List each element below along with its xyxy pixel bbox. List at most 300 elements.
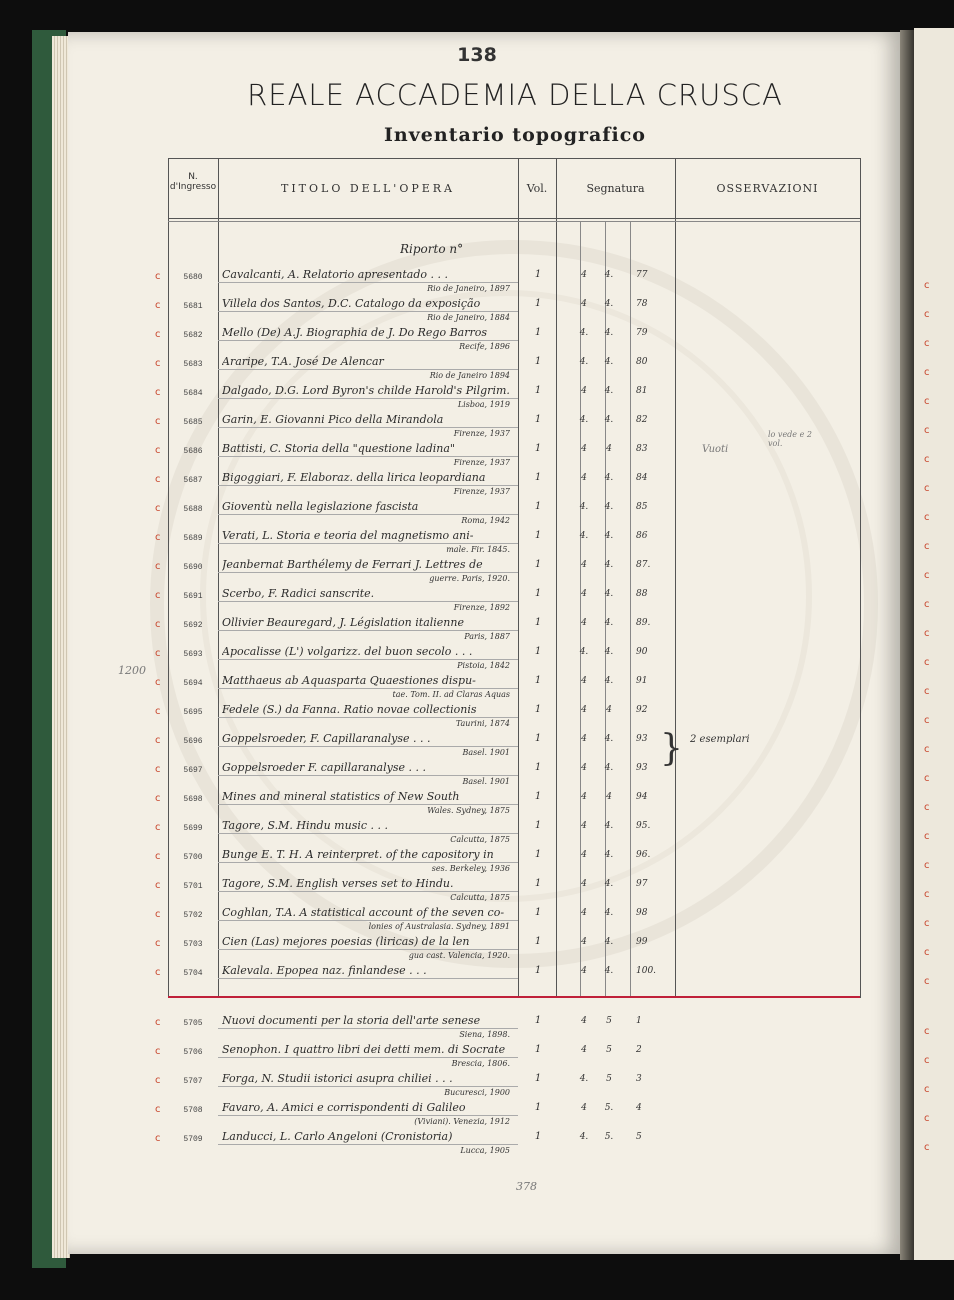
row-segnatura-3: 92 — [636, 705, 648, 715]
row-rule — [218, 746, 518, 747]
row-rule — [218, 862, 518, 863]
bottom-note-378: 378 — [516, 1180, 537, 1193]
row-number: 5691 — [183, 592, 203, 601]
row-segnatura-1: 4 — [581, 908, 587, 918]
col-divider-num — [218, 158, 219, 998]
check-tick-mark: c — [155, 416, 161, 427]
row-number: 5686 — [183, 447, 203, 456]
facing-page-tick-mark: c — [924, 802, 930, 813]
row-number: 5700 — [183, 853, 203, 862]
row-title: Scerbo, F. Radici sanscrite. — [222, 587, 375, 600]
row-segnatura-2: 4. — [604, 502, 614, 512]
row-title: Goppelsroeder F. capillaranalyse . . . — [222, 761, 426, 774]
row-segnatura-3: 83 — [636, 444, 648, 454]
facing-page-tick-mark: c — [924, 367, 930, 378]
facing-page-tick-mark: c — [924, 715, 930, 726]
row-rule — [218, 775, 518, 776]
facing-page-tick-mark: c — [924, 425, 930, 436]
row-segnatura-1: 4 — [581, 1045, 587, 1055]
obs-note-volumes: lo vede e 2 vol. — [768, 430, 812, 448]
row-rule — [218, 1144, 518, 1145]
row-title: Coghlan, T.A. A statistical account of the seven co- — [222, 906, 505, 919]
row-segnatura-2: 4. — [604, 908, 614, 918]
facing-page-tick-mark: c — [924, 280, 930, 291]
col-header-segnatura: Segnatura — [586, 182, 645, 195]
row-segnatura-3: 89. — [636, 618, 651, 628]
row-segnatura-2: 4 — [606, 705, 612, 715]
row-title: Tagore, S.M. Hindu music . . . — [222, 819, 388, 832]
row-number: 5684 — [183, 389, 203, 398]
row-segnatura-1: 4 — [581, 299, 587, 309]
row-rule — [218, 804, 518, 805]
facing-page-tick-mark: c — [924, 889, 930, 900]
row-segnatura-2: 4. — [604, 647, 614, 657]
facing-page-tick-mark: c — [924, 976, 930, 987]
check-tick-mark: c — [155, 1017, 161, 1028]
check-tick-mark: c — [155, 300, 161, 311]
row-rule — [218, 485, 518, 486]
row-number: 5683 — [183, 360, 203, 369]
obs-note-esemplari: 2 esemplari — [690, 734, 750, 745]
row-volume: 1 — [534, 617, 542, 628]
facing-page-tick-mark: c — [924, 918, 930, 929]
facing-page-tick-mark: c — [924, 860, 930, 871]
facing-page-tick-mark: c — [924, 512, 930, 523]
col-divider-vol — [556, 158, 557, 998]
row-imprint: (Viviani). Venezia, 1912 — [414, 1117, 510, 1126]
row-segnatura-2: 4. — [604, 937, 614, 947]
facing-page-tick-mark: c — [924, 744, 930, 755]
row-volume: 1 — [534, 501, 542, 512]
row-title: Landucci, L. Carlo Angeloni (Cronistoria) — [222, 1130, 453, 1143]
row-number: 5706 — [183, 1048, 203, 1057]
row-imprint: Bucuresci, 1900 — [444, 1088, 510, 1097]
check-tick-mark: c — [155, 735, 161, 746]
row-segnatura-3: 80 — [636, 357, 648, 367]
row-segnatura-3: 78 — [636, 299, 648, 309]
row-rule — [218, 369, 518, 370]
row-number: 5708 — [183, 1106, 203, 1115]
row-rule — [218, 340, 518, 341]
row-rule — [218, 1028, 518, 1029]
row-segnatura-2: 4. — [604, 270, 614, 280]
row-title: Battisti, C. Storia della "questione ladina" — [222, 442, 455, 455]
row-segnatura-2: 4. — [604, 357, 614, 367]
row-number: 5692 — [183, 621, 203, 630]
row-segnatura-3: 79 — [636, 328, 648, 338]
row-segnatura-2: 4 — [606, 444, 612, 454]
row-imprint: Pistoia, 1842 — [457, 661, 510, 670]
row-title: Matthaeus ab Aquasparta Quaestiones dispu- — [222, 674, 476, 687]
facing-page-tick-mark: c — [924, 1055, 930, 1066]
row-volume: 1 — [534, 327, 542, 338]
check-tick-mark: c — [155, 1133, 161, 1144]
check-tick-mark: c — [155, 793, 161, 804]
row-segnatura-2: 4. — [604, 589, 614, 599]
row-segnatura-1: 4 — [581, 937, 587, 947]
row-imprint: Siena, 1898. — [459, 1030, 510, 1039]
row-volume: 1 — [534, 298, 542, 309]
row-title: Araripe, T.A. José De Alencar — [222, 355, 384, 368]
row-segnatura-2: 4. — [604, 531, 614, 541]
facing-page-tick-mark: c — [924, 570, 930, 581]
row-segnatura-3: 85 — [636, 502, 648, 512]
row-number: 5690 — [183, 563, 203, 572]
row-imprint: Basel. 1901 — [462, 777, 510, 786]
riporto-label: Riporto n° — [400, 242, 464, 256]
check-tick-mark: c — [155, 474, 161, 485]
red-section-rule — [168, 996, 860, 998]
row-number: 5707 — [183, 1077, 203, 1086]
row-segnatura-1: 4. — [579, 531, 589, 541]
row-imprint: Firenze, 1937 — [453, 458, 510, 467]
row-rule — [218, 282, 518, 283]
row-segnatura-3: 100. — [636, 966, 657, 976]
row-title: Dalgado, D.G. Lord Byron's childe Harold's Pilgrim. — [222, 384, 510, 397]
row-segnatura-3: 81 — [636, 386, 648, 396]
row-title: Mines and mineral statistics of New South — [222, 790, 460, 803]
row-imprint: male. Fir. 1845. — [446, 545, 510, 554]
row-number: 5695 — [183, 708, 203, 717]
row-imprint: Rio de Janeiro, 1897 — [427, 284, 510, 293]
row-volume: 1 — [534, 878, 542, 889]
row-segnatura-3: 2 — [636, 1045, 642, 1055]
row-segnatura-3: 93 — [636, 763, 648, 773]
row-segnatura-3: 96. — [636, 850, 651, 860]
table-border-top — [168, 158, 860, 159]
row-segnatura-2: 5. — [604, 1132, 614, 1142]
row-volume: 1 — [534, 675, 542, 686]
col-header-num-line1: N. — [188, 172, 198, 182]
page-number: 138 — [457, 44, 497, 66]
inventory-subtitle: Inventario topografico — [384, 124, 646, 146]
row-segnatura-3: 97 — [636, 879, 648, 889]
row-segnatura-3: 95. — [636, 821, 651, 831]
check-tick-mark: c — [155, 706, 161, 717]
check-tick-mark: c — [155, 880, 161, 891]
row-segnatura-2: 4. — [604, 850, 614, 860]
row-number: 5696 — [183, 737, 203, 746]
row-volume: 1 — [534, 1015, 542, 1026]
row-segnatura-1: 4. — [579, 647, 589, 657]
facing-page-tick-mark: c — [924, 483, 930, 494]
row-rule — [218, 311, 518, 312]
row-segnatura-2: 4. — [604, 676, 614, 686]
row-segnatura-1: 4. — [579, 1074, 589, 1084]
row-segnatura-2: 4 — [606, 792, 612, 802]
header-divider — [168, 218, 860, 219]
row-imprint: Firenze, 1937 — [453, 487, 510, 496]
row-title: Fedele (S.) da Fanna. Ratio novae collectionis — [222, 703, 477, 716]
row-title: Senophon. I quattro libri dei detti mem. di Socrate — [222, 1043, 506, 1056]
row-volume: 1 — [534, 1073, 542, 1084]
check-tick-mark: c — [155, 503, 161, 514]
row-number: 5682 — [183, 331, 203, 340]
check-tick-mark: c — [155, 590, 161, 601]
check-tick-mark: c — [155, 938, 161, 949]
row-rule — [218, 659, 518, 660]
row-segnatura-1: 4 — [581, 444, 587, 454]
row-volume: 1 — [534, 820, 542, 831]
row-segnatura-3: 84 — [636, 473, 648, 483]
row-segnatura-3: 4 — [636, 1103, 642, 1113]
row-title: Garin, E. Giovanni Pico della Mirandola — [222, 413, 444, 426]
check-tick-mark: c — [155, 387, 161, 398]
facing-page-tick-mark: c — [924, 628, 930, 639]
row-imprint: Recife, 1896 — [459, 342, 510, 351]
row-volume: 1 — [534, 849, 542, 860]
row-rule — [218, 572, 518, 573]
facing-page-tick-mark: c — [924, 454, 930, 465]
row-volume: 1 — [534, 414, 542, 425]
row-segnatura-1: 4 — [581, 821, 587, 831]
check-tick-mark: c — [155, 445, 161, 456]
row-rule — [218, 514, 518, 515]
row-segnatura-1: 4 — [581, 850, 587, 860]
row-volume: 1 — [534, 1131, 542, 1142]
row-number: 5680 — [183, 273, 203, 282]
col-header-vol: Vol. — [526, 182, 548, 195]
row-imprint: Calcutta, 1875 — [450, 835, 510, 844]
row-segnatura-3: 86 — [636, 531, 648, 541]
facing-page-tick-mark: c — [924, 396, 930, 407]
row-rule — [218, 456, 518, 457]
row-imprint: Basel. 1901 — [462, 748, 510, 757]
check-tick-mark: c — [155, 967, 161, 978]
row-number: 5693 — [183, 650, 203, 659]
check-tick-mark: c — [155, 1075, 161, 1086]
row-imprint: Lucca, 1905 — [460, 1146, 510, 1155]
facing-page-tick-mark: c — [924, 1113, 930, 1124]
row-rule — [218, 1057, 518, 1058]
row-segnatura-1: 4 — [581, 734, 587, 744]
row-title: Jeanbernat Barthélemy de Ferrari J. Lettres de — [222, 558, 483, 571]
row-segnatura-3: 77 — [636, 270, 648, 280]
facing-page-tick-mark: c — [924, 947, 930, 958]
row-segnatura-2: 5 — [606, 1045, 612, 1055]
row-number: 5701 — [183, 882, 203, 891]
row-rule — [218, 833, 518, 834]
row-rule — [218, 601, 518, 602]
row-title: Favaro, A. Amici e corrispondenti di Galileo — [222, 1101, 466, 1114]
row-segnatura-1: 4 — [581, 1103, 587, 1113]
row-segnatura-1: 4 — [581, 270, 587, 280]
row-title: Apocalisse (L') volgarizz. del buon secolo . . . — [222, 645, 473, 658]
row-segnatura-1: 4 — [581, 618, 587, 628]
row-imprint: Calcutta, 1875 — [450, 893, 510, 902]
row-number: 5709 — [183, 1135, 203, 1144]
row-segnatura-2: 4. — [604, 415, 614, 425]
row-segnatura-3: 87. — [636, 560, 651, 570]
row-title: Verati, L. Storia e teoria del magnetismo ani- — [222, 529, 474, 542]
row-volume: 1 — [534, 791, 542, 802]
row-number: 5697 — [183, 766, 203, 775]
row-title: Bunge E. T. H. A reinterpret. of the capository in — [222, 848, 494, 861]
row-volume: 1 — [534, 472, 542, 483]
row-segnatura-2: 5 — [606, 1074, 612, 1084]
header-divider-2 — [168, 221, 860, 222]
row-rule — [218, 1115, 518, 1116]
facing-page-tick-mark: c — [924, 773, 930, 784]
row-segnatura-2: 4. — [604, 560, 614, 570]
row-segnatura-1: 4 — [581, 473, 587, 483]
col-header-osservazioni: OSSERVAZIONI — [716, 182, 819, 195]
row-imprint: Wales. Sydney, 1875 — [427, 806, 510, 815]
row-title: Cien (Las) mejores poesias (liricas) de la len — [222, 935, 470, 948]
row-number: 5694 — [183, 679, 203, 688]
check-tick-mark: c — [155, 1046, 161, 1057]
facing-page-tick-mark: c — [924, 309, 930, 320]
row-rule — [218, 427, 518, 428]
col-header-title: TITOLO DELL'OPERA — [280, 182, 455, 195]
table-border-right — [860, 158, 861, 998]
row-volume: 1 — [534, 762, 542, 773]
row-number: 5688 — [183, 505, 203, 514]
row-rule — [218, 949, 518, 950]
check-tick-mark: c — [155, 851, 161, 862]
row-title: Kalevala. Epopea naz. finlandese . . . — [222, 964, 427, 977]
row-segnatura-1: 4. — [579, 328, 589, 338]
row-segnatura-1: 4 — [581, 589, 587, 599]
facing-page-tick-mark: c — [924, 599, 930, 610]
row-title: Ollivier Beauregard, J. Législation italienne — [222, 616, 464, 629]
row-segnatura-1: 4 — [581, 879, 587, 889]
row-segnatura-1: 4. — [579, 357, 589, 367]
row-segnatura-2: 4. — [604, 879, 614, 889]
row-title: Gioventù nella legislazione fascista — [222, 500, 419, 513]
row-number: 5705 — [183, 1019, 203, 1028]
row-rule — [218, 543, 518, 544]
row-segnatura-1: 4 — [581, 763, 587, 773]
check-tick-mark: c — [155, 822, 161, 833]
row-segnatura-3: 90 — [636, 647, 648, 657]
row-segnatura-1: 4. — [579, 415, 589, 425]
row-segnatura-1: 4 — [581, 1016, 587, 1026]
facing-page-tick-mark: c — [924, 1084, 930, 1095]
row-number: 5702 — [183, 911, 203, 920]
facing-page-tick-mark: c — [924, 1026, 930, 1037]
row-volume: 1 — [534, 1044, 542, 1055]
row-segnatura-1: 4 — [581, 966, 587, 976]
facing-page-edge — [914, 28, 954, 1260]
row-segnatura-3: 88 — [636, 589, 648, 599]
row-volume: 1 — [534, 385, 542, 396]
row-segnatura-1: 4 — [581, 560, 587, 570]
check-tick-mark: c — [155, 358, 161, 369]
row-rule — [218, 978, 518, 979]
row-segnatura-2: 4. — [604, 618, 614, 628]
col-header-num-line2: d'Ingresso — [169, 182, 217, 192]
row-volume: 1 — [534, 356, 542, 367]
row-number: 5687 — [183, 476, 203, 485]
row-segnatura-3: 91 — [636, 676, 648, 686]
row-segnatura-1: 4. — [579, 502, 589, 512]
check-tick-mark: c — [155, 329, 161, 340]
check-tick-mark: c — [155, 271, 161, 282]
row-number: 5698 — [183, 795, 203, 804]
row-title: Tagore, S.M. English verses set to Hindu. — [222, 877, 454, 890]
row-number: 5689 — [183, 534, 203, 543]
row-title: Forga, N. Studii istorici asupra chiliei . . . — [222, 1072, 453, 1085]
col-divider-segnatura — [675, 158, 676, 998]
row-volume: 1 — [534, 704, 542, 715]
row-number: 5681 — [183, 302, 203, 311]
row-volume: 1 — [534, 733, 542, 744]
row-rule — [218, 688, 518, 689]
row-title: Villela dos Santos, D.C. Catalogo da exposição — [222, 297, 481, 310]
row-segnatura-2: 4. — [604, 473, 614, 483]
row-volume: 1 — [534, 269, 542, 280]
check-tick-mark: c — [155, 909, 161, 920]
row-segnatura-3: 3 — [636, 1074, 642, 1084]
row-segnatura-1: 4 — [581, 705, 587, 715]
row-imprint: Lisboa, 1919 — [457, 400, 510, 409]
row-number: 5703 — [183, 940, 203, 949]
check-tick-mark: c — [155, 1104, 161, 1115]
table-border-left — [168, 158, 169, 998]
row-rule — [218, 398, 518, 399]
row-segnatura-2: 4. — [604, 763, 614, 773]
row-segnatura-3: 94 — [636, 792, 648, 802]
row-volume: 1 — [534, 965, 542, 976]
row-segnatura-1: 4. — [579, 1132, 589, 1142]
row-volume: 1 — [534, 530, 542, 541]
check-tick-mark: c — [155, 619, 161, 630]
row-rule — [218, 920, 518, 921]
obs-note-vuoti: Vuoti — [702, 444, 729, 455]
row-volume: 1 — [534, 907, 542, 918]
row-volume: 1 — [534, 443, 542, 454]
facing-page-tick-mark: c — [924, 541, 930, 552]
row-title: Cavalcanti, A. Relatorio apresentado . . . — [222, 268, 448, 281]
row-volume: 1 — [534, 588, 542, 599]
row-imprint: Firenze, 1892 — [453, 603, 510, 612]
check-tick-mark: c — [155, 561, 161, 572]
facing-page-tick-mark: c — [924, 338, 930, 349]
row-title: Nuovi documenti per la storia dell'arte senese — [222, 1014, 481, 1027]
row-imprint: Brescia, 1806. — [451, 1059, 510, 1068]
row-segnatura-2: 5 — [606, 1016, 612, 1026]
row-volume: 1 — [534, 646, 542, 657]
margin-note-1200: 1200 — [118, 664, 146, 677]
row-imprint: guerre. Paris, 1920. — [429, 574, 510, 583]
row-segnatura-1: 4 — [581, 386, 587, 396]
row-title: Mello (De) A.J. Biographia de J. Do Rego Barros — [222, 326, 488, 339]
row-title: Goppelsroeder, F. Capillaranalyse . . . — [222, 732, 431, 745]
row-segnatura-2: 4. — [604, 386, 614, 396]
row-rule — [218, 717, 518, 718]
row-segnatura-2: 4. — [604, 328, 614, 338]
row-number: 5685 — [183, 418, 203, 427]
facing-page-tick-mark: c — [924, 1142, 930, 1153]
row-imprint: Rio de Janeiro, 1884 — [427, 313, 510, 322]
row-segnatura-2: 4. — [604, 734, 614, 744]
row-imprint: Rio de Janeiro 1894 — [429, 371, 510, 380]
row-segnatura-2: 5. — [604, 1103, 614, 1113]
col-divider-title — [518, 158, 519, 998]
row-imprint: tae. Tom. II. ad Claras Aquas — [392, 690, 510, 699]
row-segnatura-2: 4. — [604, 821, 614, 831]
facing-page-tick-mark: c — [924, 657, 930, 668]
row-segnatura-2: 4. — [604, 966, 614, 976]
row-volume: 1 — [534, 936, 542, 947]
academy-title: REALE ACCADEMIA DELLA CRUSCA — [247, 78, 783, 112]
check-tick-mark: c — [155, 764, 161, 775]
facing-page-tick-mark: c — [924, 831, 930, 842]
row-number: 5699 — [183, 824, 203, 833]
row-rule — [218, 630, 518, 631]
check-tick-mark: c — [155, 532, 161, 543]
